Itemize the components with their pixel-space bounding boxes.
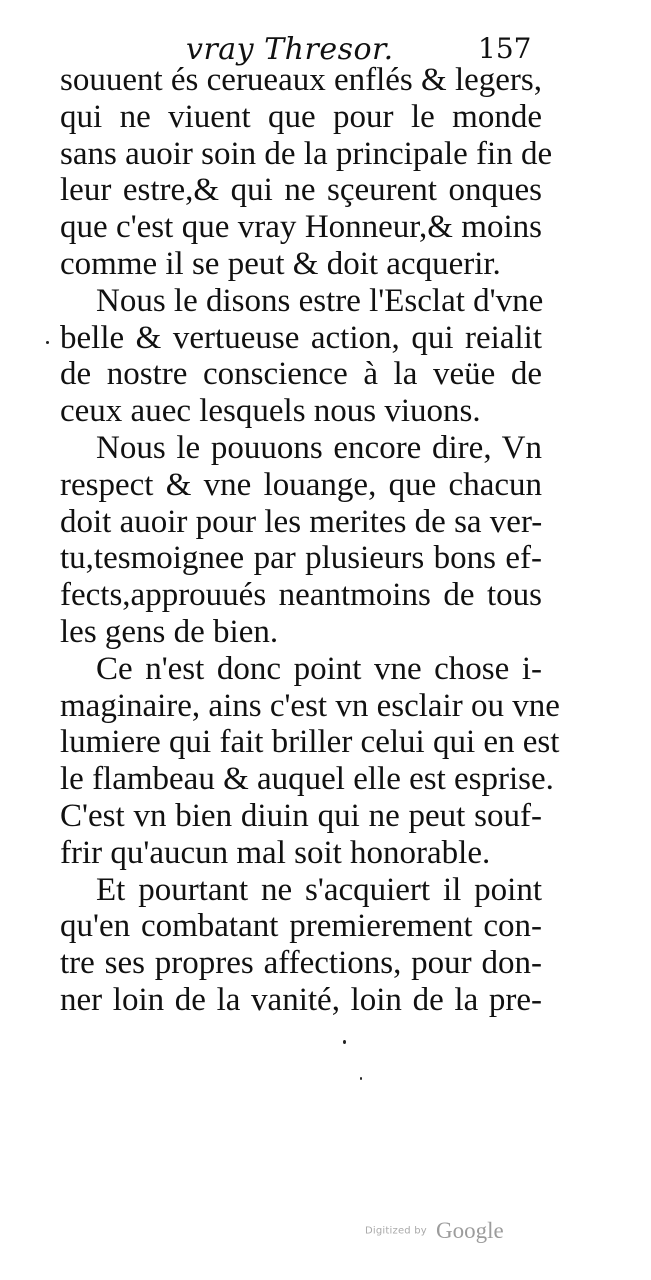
ink-speck bbox=[343, 1040, 346, 1044]
text-line: le flambeau & auquel elle est esprise. bbox=[60, 761, 554, 798]
paragraph-start-line: Nous le pouuons encore dire, Vn bbox=[96, 429, 542, 466]
paragraph-start-line: Ce n'est donc point vne chose i- bbox=[96, 650, 542, 687]
paragraph-start-line: Nous le disons estre l'Esclat d'vne bbox=[96, 282, 544, 319]
ink-speck bbox=[46, 341, 49, 344]
ink-speck bbox=[360, 1077, 362, 1080]
text-line: respect & vne louange, que chacun bbox=[60, 466, 542, 503]
text-line: belle & vertueuse action, qui reialit bbox=[60, 319, 542, 356]
text-line: ner loin de la vanité, loin de la pre- bbox=[60, 981, 542, 1018]
text-line: que c'est que vray Honneur,& moins bbox=[60, 209, 542, 246]
text-line: frir qu'aucun mal soit honorable. bbox=[60, 834, 491, 871]
watermark-brand-logo: Google bbox=[436, 1218, 504, 1243]
paragraph-start-line: Et pourtant ne s'acquiert il point bbox=[96, 871, 542, 908]
watermark-digitized-text: Digitized by bbox=[365, 1225, 427, 1237]
text-line: doit auoir pour les merites de sa ver- bbox=[60, 503, 543, 540]
text-line: C'est vn bien diuin qui ne peut souf- bbox=[60, 797, 542, 834]
text-line: leur estre,& qui ne sçeurent onques bbox=[60, 172, 542, 209]
text-line: sans auoir soin de la principale fin de bbox=[60, 135, 553, 172]
running-title: vray Thresor. bbox=[186, 32, 394, 67]
text-line: souuent és cerueaux enflés & legers, bbox=[60, 62, 542, 98]
text-line: fects,approuués neantmoins de tous bbox=[60, 577, 542, 614]
text-line: les gens de bien. bbox=[60, 613, 279, 650]
text-line: de nostre conscience à la veüe de bbox=[60, 356, 542, 393]
text-line: maginaire, ains c'est vn esclair ou vne bbox=[60, 687, 560, 724]
body-text bbox=[60, 62, 560, 1019]
text-line: qui ne viuent que pour le monde bbox=[60, 98, 542, 135]
text-line: ceux auec lesquels nous viuons. bbox=[60, 393, 481, 430]
text-line: qu'en combatant premierement con- bbox=[60, 908, 542, 945]
text-line: tre ses propres affections, pour don- bbox=[60, 945, 542, 982]
digitized-watermark bbox=[365, 1218, 504, 1252]
text-line: tu,tesmoignee par plusieurs bons ef- bbox=[60, 540, 542, 577]
text-line: comme il se peut & doit acquerir. bbox=[60, 245, 501, 282]
page-number: 157 bbox=[478, 32, 532, 65]
text-line: lumiere qui fait briller celui qui en est bbox=[60, 724, 560, 761]
